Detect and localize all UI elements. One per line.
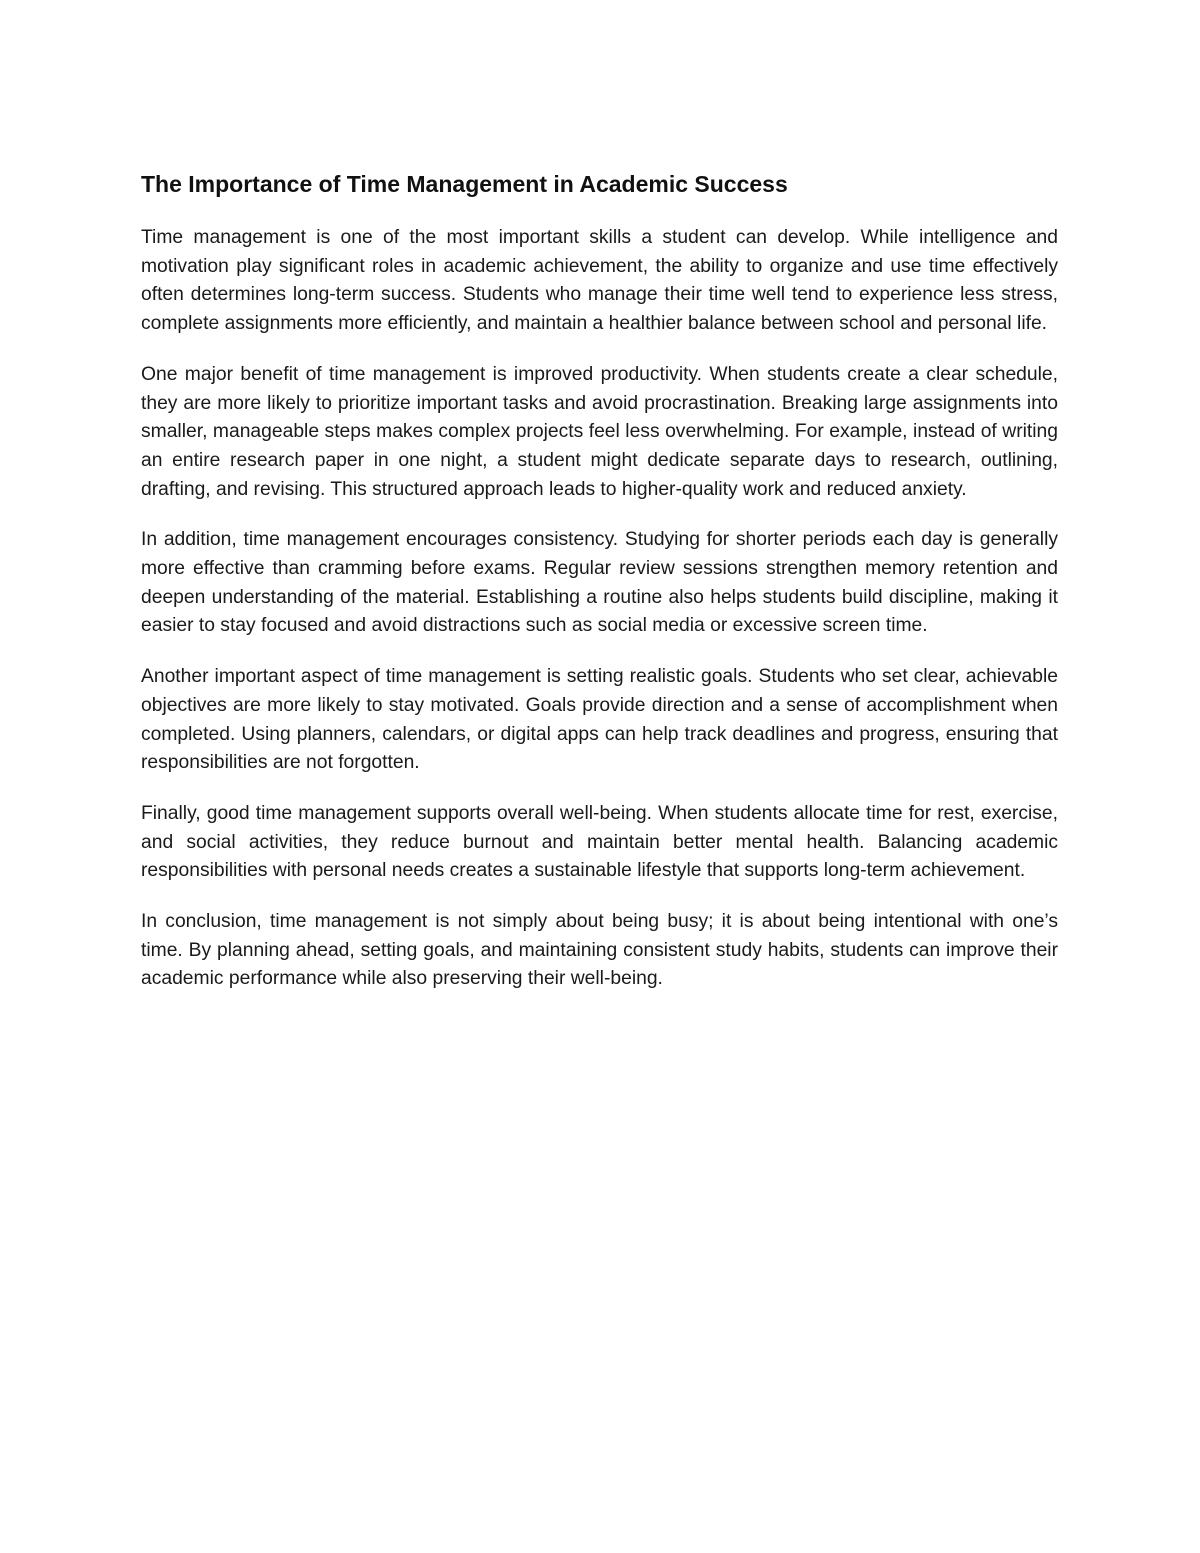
paragraph-well-being: Finally, good time management supports overall well-being. When students allocate time for rest, exercise, and social activities, they reduce burnout and maintain better mental health. Balancing academic responsibilities with personal needs creates a sustainable lifestyle that supports long-term achievement. <box>141 802 1058 882</box>
paragraph-goals: Another important aspect of time management is setting realistic goals. Students who set clear, achievable objectives are more likely to stay motivated. Goals provide direction and a sense of accomplishment when completed. Using planners, calendars, or digital apps can help track deadlines and progress, ensuring that responsibilities are not forgotten. <box>141 666 1058 774</box>
document-body <box>141 168 1058 1016</box>
paragraph-productivity: One major benefit of time management is improved productivity. When students create a clear schedule, they are more likely to prioritize important tasks and avoid procrastination. Breaking large assignments into smaller, manageable steps makes complex projects feel less overwhelming. For example, instead of writing an entire research paper in one night, a student might dedicate separate days to research, outlining, drafting, and revising. This structured approach leads to higher-quality work and reduced anxiety. <box>141 363 1058 500</box>
paragraph-consistency: In addition, time management encourages consistency. Studying for shorter periods each day is generally more effective than cramming before exams. Regular review sessions strengthen memory retention and deepen understanding of the material. Establishing a routine also helps students build discipline, making it easier to stay focused and avoid distractions such as social media or excessive screen time. <box>141 529 1058 637</box>
paragraph-conclusion: In conclusion, time management is not simply about being busy; it is about being intentional with one’s time. By planning ahead, setting goals, and maintaining consistent study habits, students can improve their academic performance while also preserving their well-being. <box>141 911 1058 990</box>
document-title: The Importance of Time Management in Academic Success <box>141 171 788 197</box>
paragraph-intro: Time management is one of the most important skills a student can develop. While intelligence and motivation play significant roles in academic achievement, the ability to organize and use time effectively often determines long-term success. Students who manage their time well tend to experience less stress, complete assignments more efficiently, and maintain a healthier balance between school and personal life. <box>141 227 1058 335</box>
